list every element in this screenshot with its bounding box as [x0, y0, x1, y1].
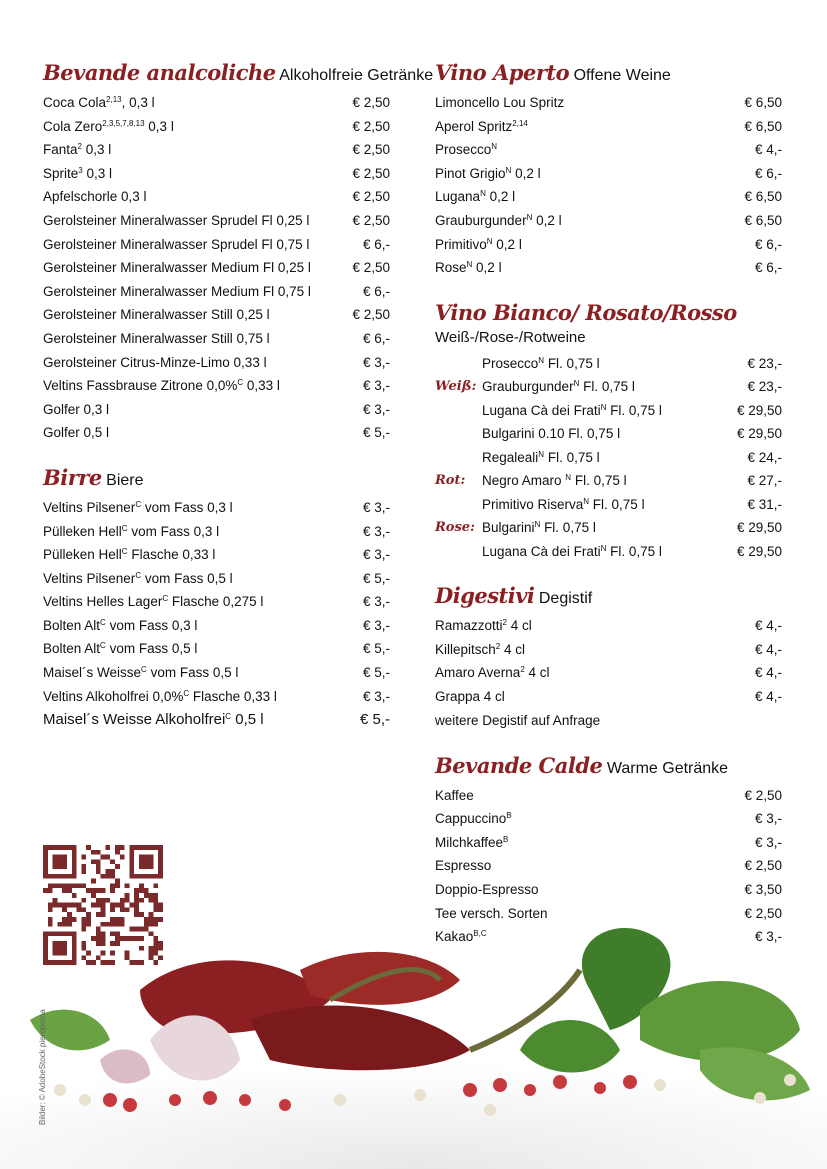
menu-item-row [43, 233, 390, 257]
section-title-german: Alkoholfreie Getränke [279, 67, 434, 84]
open-wine-list [435, 91, 782, 280]
item-price: € 24,- [747, 449, 782, 465]
item-price: € 2,50 [352, 260, 390, 276]
section-open-wine-header [435, 60, 782, 85]
item-price: € 3,- [362, 499, 390, 515]
section-digestif-header [435, 583, 782, 608]
item-price: € 5,- [362, 641, 390, 657]
item-price: € 23,- [747, 355, 782, 371]
item-price: € 4,- [754, 641, 782, 657]
menu-item-row [435, 878, 782, 902]
item-name: Pinot Grigio$^N$ 0,2 l [435, 165, 541, 181]
item-name: Bulgarini 0.10 Fl. 0,75 l [482, 426, 621, 442]
menu-item-row [43, 91, 390, 115]
item-price: € 29,50 [736, 402, 782, 418]
item-price: € 6,50 [744, 118, 782, 134]
item-price: € 2,50 [352, 212, 390, 228]
section-title-german: Warme Getränke [606, 759, 729, 777]
item-name: Amaro Averna$^2$ 4 cl [435, 665, 550, 681]
item-name: Grauburgunder$^N$ Fl. 0,75 l [482, 379, 635, 395]
section-title-italian: Vino Bianco/ Rosato/Rosso [435, 299, 737, 325]
item-price: € 3,- [362, 378, 390, 394]
item-price: € 3,- [754, 929, 782, 945]
menu-item-row [43, 567, 390, 591]
item-price: € 2,50 [352, 165, 390, 181]
menu-item-row [43, 327, 390, 351]
item-name: Kaffee [435, 787, 474, 803]
item-price: € 5,- [362, 425, 390, 441]
item-price: € 5,- [359, 711, 390, 729]
item-name: Maisel´s Weisse$^C$ vom Fass 0,5 l [43, 665, 239, 681]
section-title-italian: Bevande Calde [435, 752, 603, 778]
menu-item-row [435, 614, 782, 638]
menu-item-row [43, 421, 390, 445]
item-name: Espresso [435, 858, 492, 874]
wine-item-row [435, 399, 782, 423]
item-name: Limoncello Lou Spritz [435, 95, 565, 110]
item-price: € 3,- [362, 688, 390, 704]
wine-category-tag [435, 422, 482, 446]
softdrinks-list [43, 91, 390, 445]
item-price: € 3,- [362, 547, 390, 563]
menu-item-row [43, 543, 390, 567]
item-price: € 6,50 [744, 212, 782, 228]
item-name: Pülleken Hell$^C$ Flasche 0,33 l [43, 547, 216, 563]
item-name: Veltins Pilsener$^C$ vom Fass 0,3 l [43, 499, 233, 515]
menu-item-row [43, 708, 390, 732]
wine-item-row [435, 493, 782, 517]
item-name: Veltins Fassbrause Zitrone 0,0%$^C$ 0,33 l [43, 378, 280, 394]
wine-category-tag [435, 540, 482, 564]
section-title-italian: Bevande analcoliche [43, 60, 276, 85]
item-name: Prosecco$^N$ [435, 142, 498, 158]
item-price: € 2,50 [744, 905, 782, 921]
item-name: Gerolsteiner Mineralwasser Medium Fl 0,75 l [43, 283, 311, 299]
right-column [435, 60, 782, 949]
menu-item-row [43, 496, 390, 520]
item-price: € 5,- [362, 665, 390, 681]
menu-item-row [435, 661, 782, 685]
wine-item-row [435, 446, 782, 470]
menu-item-row [435, 91, 782, 115]
menu-item-row [435, 185, 782, 209]
section-title-german: Biere [106, 471, 144, 489]
section-hot-drinks-header [435, 753, 782, 778]
menu-item-row [43, 351, 390, 375]
item-name: Cappuccino$^B$ [435, 811, 512, 827]
menu-item-row [435, 807, 782, 831]
item-price: € 6,- [362, 236, 390, 252]
item-name: Bulgarini$^N$ Fl. 0,75 l [482, 520, 596, 536]
item-name: Gerolsteiner Mineralwasser Sprudel Fl 0,25 l [43, 212, 310, 228]
menu-item-row [43, 637, 390, 661]
menu-item-row [435, 784, 782, 808]
item-price: € 2,50 [352, 118, 390, 134]
item-name: Gerolsteiner Mineralwasser Medium Fl 0,25 l [43, 260, 311, 276]
menu-item-row [435, 854, 782, 878]
menu-item-row [43, 661, 390, 685]
item-price: € 3,- [754, 811, 782, 827]
menu-item-row [435, 138, 782, 162]
item-name: Lugana$^N$ 0,2 l [435, 189, 516, 205]
item-price: € 27,- [747, 473, 782, 489]
item-price: € 3,- [362, 354, 390, 370]
menu-item-row [43, 185, 390, 209]
item-price: € 2,50 [744, 858, 782, 874]
item-name: Killepitsch$^2$ 4 cl [435, 641, 525, 657]
item-name: Lugana Cà dei Frati$^N$ Fl. 0,75 l [482, 543, 662, 559]
item-price: € 2,50 [352, 142, 390, 158]
wine-item-row [435, 469, 782, 493]
item-name: Gerolsteiner Mineralwasser Sprudel Fl 0,75 l [43, 236, 310, 252]
item-name: Prosecco$^N$ Fl. 0,75 l [482, 355, 600, 371]
wine-list [435, 352, 782, 564]
menu-item-row [43, 374, 390, 398]
item-name: Gerolsteiner Citrus-Minze-Limo 0,33 l [43, 354, 267, 370]
menu-item-row [43, 209, 390, 233]
item-price: € 4,- [754, 142, 782, 158]
item-name: Veltins Helles Lager$^C$ Flasche 0,275 l [43, 594, 264, 610]
item-name: Kakao$^{B,C}$ [435, 929, 487, 945]
item-name: Golfer 0,5 l [43, 425, 110, 441]
menu-item-row [43, 520, 390, 544]
item-price: € 2,50 [352, 189, 390, 205]
item-name: Lugana Cà dei Frati$^N$ Fl. 0,75 l [482, 402, 662, 418]
item-price: € 6,- [754, 165, 782, 181]
item-price: € 5,- [362, 570, 390, 586]
section-wine-header [435, 300, 782, 325]
menu-item-row [43, 280, 390, 304]
item-name: Ramazzotti$^2$ 4 cl [435, 618, 532, 634]
item-name: Veltins Pilsener$^C$ vom Fass 0,5 l [43, 570, 233, 586]
section-title-italian: Vino Aperto [435, 60, 570, 85]
item-name: Apfelschorle 0,3 l [43, 189, 147, 205]
item-price: € 2,50 [744, 787, 782, 803]
menu-item-row [435, 256, 782, 280]
item-name: Pülleken Hell$^C$ vom Fass 0,3 l [43, 523, 220, 539]
item-price: € 29,50 [736, 520, 782, 536]
wine-category-tag [435, 399, 482, 423]
item-name: Sprite$^3$ 0,3 l [43, 165, 113, 181]
wine-category-tag [435, 352, 482, 376]
wine-category-tag: Rot: [435, 473, 466, 489]
item-price: € 2,50 [352, 307, 390, 323]
wine-category-tag [435, 493, 482, 517]
wine-category-tag: Weiß: [435, 379, 477, 395]
item-name: Regaleali$^N$ Fl. 0,75 l [482, 449, 600, 465]
menu-item-row [43, 685, 390, 709]
section-title-german: Degistif [538, 590, 593, 608]
item-name: Doppio-Espresso [435, 882, 539, 897]
item-price: € 29,50 [736, 543, 782, 559]
wine-category-tag [435, 446, 482, 470]
item-name: Tee versch. Sorten [435, 905, 548, 921]
item-price: € 6,- [362, 283, 390, 299]
item-price: € 3,- [362, 594, 390, 610]
item-name: Fanta$^2$ 0,3 l [43, 142, 112, 158]
item-price: € 6,- [754, 260, 782, 276]
section-title-german: Weiß-/Rose-/Rotweine [435, 328, 586, 346]
menu-item-row [43, 162, 390, 186]
item-name: Golfer 0,3 l [43, 401, 110, 417]
wine-item-row [435, 375, 782, 399]
item-name: Cola Zero$^{2,3,5,7,8,13}$ 0,3 l [43, 118, 174, 134]
menu-item-row [435, 209, 782, 233]
item-price: € 3,- [362, 617, 390, 633]
item-name: Grauburgunder$^N$ 0,2 l [435, 212, 562, 228]
item-name: Negro Amaro $^N$ Fl. 0,75 l [482, 473, 627, 489]
image-credit: Bilder: © AdobeStock pieropoma [38, 1009, 47, 1125]
section-beer-header [43, 465, 390, 490]
digestif-list [435, 614, 782, 708]
menu-item-row [43, 590, 390, 614]
section-title-italian: Birre [43, 464, 102, 490]
item-name: Veltins Alkoholfrei 0,0%$^C$ Flasche 0,33 l [43, 688, 277, 704]
item-price: € 3,50 [744, 882, 782, 897]
item-name: Rose$^N$ 0,2 l [435, 260, 502, 276]
item-price: € 4,- [754, 689, 782, 705]
item-price: € 6,- [754, 236, 782, 252]
item-price: € 3,- [754, 834, 782, 850]
item-name: Grappa 4 cl [435, 689, 505, 705]
menu-item-row [435, 162, 782, 186]
item-price: € 6,50 [744, 189, 782, 205]
item-price: € 3,- [362, 523, 390, 539]
menu-item-row [43, 614, 390, 638]
beer-list [43, 496, 390, 732]
wine-item-row [435, 540, 782, 564]
menu-item-row [43, 398, 390, 422]
item-name: Gerolsteiner Mineralwasser Still 0,75 l [43, 330, 270, 346]
item-name: Maisel´s Weisse Alkoholfrei$^C$ 0,5 l [43, 711, 264, 729]
menu-item-row [43, 303, 390, 327]
wine-item-row [435, 422, 782, 446]
wine-item-row [435, 352, 782, 376]
item-name: Primitivo$^N$ 0,2 l [435, 236, 522, 252]
left-column [43, 60, 434, 732]
section-softdrinks-header [43, 60, 434, 85]
spices-illustration [0, 900, 827, 1169]
section-title-german: Offene Weine [573, 67, 671, 84]
item-name: Aperol Spritz$^{2,14}$ [435, 118, 528, 134]
item-price: € 2,50 [352, 95, 390, 110]
menu-item-row [43, 115, 390, 139]
item-name: Bolten Alt$^C$ vom Fass 0,5 l [43, 641, 198, 657]
menu-item-row [435, 638, 782, 662]
item-price: € 6,- [362, 330, 390, 346]
item-price: € 3,- [362, 401, 390, 417]
menu-item-row [435, 233, 782, 257]
item-name: Primitivo Riserva$^N$ Fl. 0,75 l [482, 496, 645, 512]
item-name: Gerolsteiner Mineralwasser Still 0,25 l [43, 307, 270, 323]
menu-item-row [435, 831, 782, 855]
item-price: € 29,50 [736, 426, 782, 442]
item-price: € 4,- [754, 665, 782, 681]
wine-item-row [435, 516, 782, 540]
menu-item-row [43, 256, 390, 280]
item-price: € 31,- [747, 496, 782, 512]
item-price: € 6,50 [744, 95, 782, 110]
section-title-italian: Digestivi [435, 583, 535, 609]
digestif-note: weitere Degistif auf Anfrage [435, 712, 601, 728]
wine-category-tag: Rose: [435, 520, 475, 536]
item-name: Milchkaffee$^B$ [435, 834, 509, 850]
menu-item-row [43, 138, 390, 162]
item-name: Coca Cola$^{2,13}$, 0,3 l [43, 95, 155, 110]
item-name: Bolten Alt$^C$ vom Fass 0,3 l [43, 617, 198, 633]
item-price: € 23,- [747, 379, 782, 395]
menu-item-row [435, 685, 782, 709]
item-price: € 4,- [754, 618, 782, 634]
menu-item-row [435, 115, 782, 139]
